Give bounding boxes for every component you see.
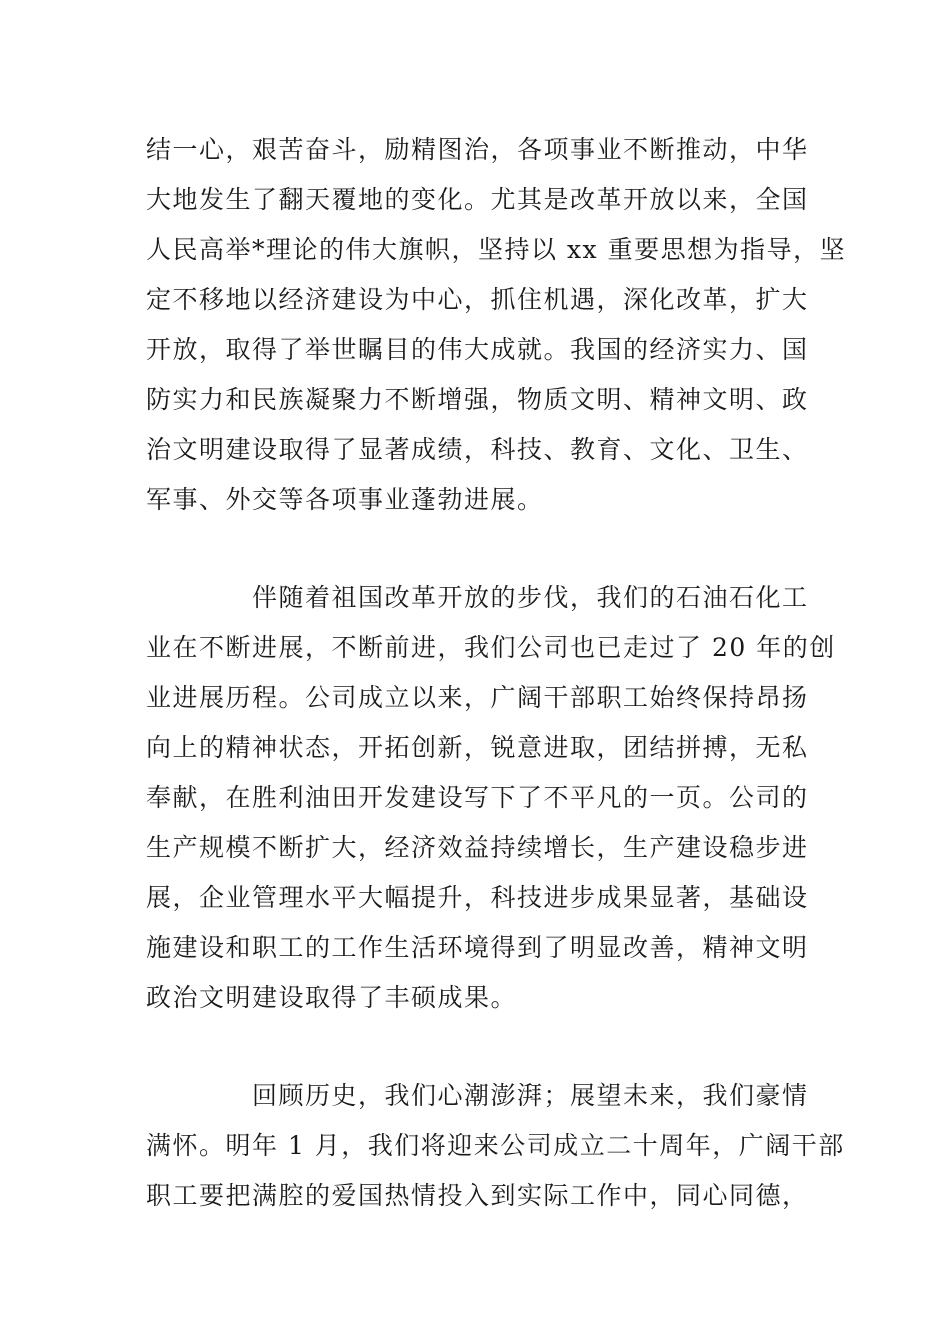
text-line: 向上的精神状态，开拓创新，锐意进取，团结拼搏，无私 <box>146 733 809 762</box>
text-line: 伴随着祖国改革开放的步伐，我们的石油石化工 <box>252 583 809 612</box>
text-line: 业在不断进展，不断前进，我们公司也已走过了 20 年的创 <box>146 633 836 662</box>
text-line: 业进展历程。公司成立以来，广阔干部职工始终保持昂扬 <box>146 683 809 712</box>
text-line: 生产规模不断扩大，经济效益持续增长，生产建设稳步进 <box>146 833 809 862</box>
text-line: 军事、外交等各项事业蓬勃进展。 <box>146 485 544 514</box>
text-line: 开放，取得了举世瞩目的伟大成就。我国的经济实力、国 <box>146 335 809 364</box>
text-line: 防实力和民族凝聚力不断增强，物质文明、精神文明、政 <box>146 385 809 414</box>
text-line: 回顾历史，我们心潮澎湃；展望未来，我们豪情 <box>252 1081 809 1110</box>
text-line: 治文明建设取得了显著成绩，科技、教育、文化、卫生、 <box>146 435 809 464</box>
text-line: 奉献，在胜利油田开发建设写下了不平凡的一页。公司的 <box>146 783 809 812</box>
text-line: 人民高举*理论的伟大旗帜，坚持以 xx 重要思想为指导，坚 <box>146 235 847 264</box>
text-line: 展，企业管理水平大幅提升，科技进步成果显著，基础设 <box>146 883 809 912</box>
text-line: 定不移地以经济建设为中心，抓住机遇，深化改革，扩大 <box>146 285 809 314</box>
text-line: 大地发生了翻天覆地的变化。尤其是改革开放以来，全国 <box>146 185 809 214</box>
text-line: 满怀。明年 1 月，我们将迎来公司成立二十周年，广阔干部 <box>146 1131 845 1160</box>
text-line: 职工要把满腔的爱国热情投入到实际工作中，同心同德， <box>146 1181 809 1210</box>
text-line: 政治文明建设取得了丰硕成果。 <box>146 983 518 1012</box>
text-line: 施建设和职工的工作生活环境得到了明显改善，精神文明 <box>146 933 809 962</box>
text-line: 结一心，艰苦奋斗，励精图治，各项事业不断推动，中华 <box>146 135 809 164</box>
